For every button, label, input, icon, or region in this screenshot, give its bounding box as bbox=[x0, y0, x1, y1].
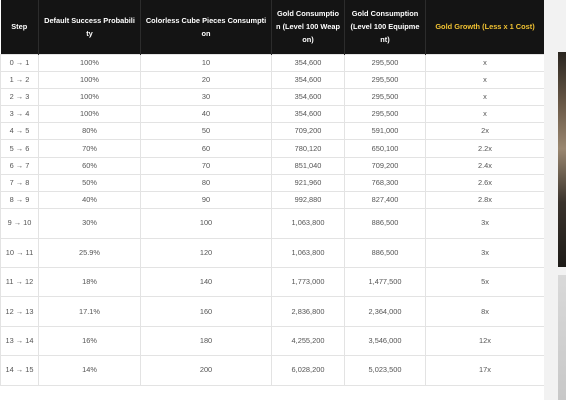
cell-step: 10 → 11 bbox=[1, 238, 39, 267]
cell-gold-equipment: 650,100 bbox=[345, 140, 426, 157]
cell-gold-weapon: 354,600 bbox=[272, 106, 345, 123]
cell-step: 1 → 2 bbox=[1, 71, 39, 88]
table-header bbox=[1, 0, 545, 54]
cell-step: 4 → 5 bbox=[1, 123, 39, 140]
cell-step: 8 → 9 bbox=[1, 192, 39, 209]
cell-step: 5 → 6 bbox=[1, 140, 39, 157]
cell-gold-weapon: 354,600 bbox=[272, 54, 345, 71]
cell-probability: 16% bbox=[39, 326, 141, 355]
cell-gold-equipment: 2,364,000 bbox=[345, 297, 426, 326]
table-row bbox=[1, 123, 545, 140]
header-gold-growth: Gold Growth (Less x 1 Cost) bbox=[426, 0, 545, 54]
table-row bbox=[1, 174, 545, 191]
table-row bbox=[1, 297, 545, 326]
cell-gold-growth: 12x bbox=[426, 326, 545, 355]
table-row bbox=[1, 88, 545, 105]
cell-probability: 30% bbox=[39, 209, 141, 238]
cell-gold-weapon: 1,063,800 bbox=[272, 209, 345, 238]
cell-gold-growth: 2.6x bbox=[426, 174, 545, 191]
cell-gold-equipment: 886,500 bbox=[345, 238, 426, 267]
cell-probability: 14% bbox=[39, 356, 141, 385]
cell-gold-growth: 5x bbox=[426, 267, 545, 296]
cell-gold-growth: 8x bbox=[426, 297, 545, 326]
table-row bbox=[1, 71, 545, 88]
cell-cube-pieces: 140 bbox=[141, 267, 272, 296]
cell-gold-equipment: 295,500 bbox=[345, 71, 426, 88]
cell-gold-equipment: 5,023,500 bbox=[345, 356, 426, 385]
cell-gold-equipment: 591,000 bbox=[345, 123, 426, 140]
cell-gold-growth: 3x bbox=[426, 209, 545, 238]
cell-step: 6 → 7 bbox=[1, 157, 39, 174]
table-row bbox=[1, 192, 545, 209]
table-row bbox=[1, 238, 545, 267]
cell-gold-equipment: 1,477,500 bbox=[345, 267, 426, 296]
cell-gold-weapon: 780,120 bbox=[272, 140, 345, 157]
cell-cube-pieces: 160 bbox=[141, 297, 272, 326]
cell-cube-pieces: 100 bbox=[141, 209, 272, 238]
cell-cube-pieces: 180 bbox=[141, 326, 272, 355]
cell-cube-pieces: 60 bbox=[141, 140, 272, 157]
cell-cube-pieces: 120 bbox=[141, 238, 272, 267]
cell-cube-pieces: 90 bbox=[141, 192, 272, 209]
side-panel-fragment bbox=[558, 275, 566, 400]
cell-gold-growth: x bbox=[426, 71, 545, 88]
header-step: Step bbox=[1, 0, 39, 54]
cell-gold-growth: 17x bbox=[426, 356, 545, 385]
cell-cube-pieces: 50 bbox=[141, 123, 272, 140]
cell-gold-weapon: 1,063,800 bbox=[272, 238, 345, 267]
cell-gold-growth: x bbox=[426, 106, 545, 123]
cell-gold-growth: 2.2x bbox=[426, 140, 545, 157]
table-row bbox=[1, 209, 545, 238]
cell-probability: 70% bbox=[39, 140, 141, 157]
cell-gold-equipment: 709,200 bbox=[345, 157, 426, 174]
cell-step: 14 → 15 bbox=[1, 356, 39, 385]
table-row bbox=[1, 267, 545, 296]
table-row bbox=[1, 106, 545, 123]
cell-gold-weapon: 354,600 bbox=[272, 71, 345, 88]
cell-step: 11 → 12 bbox=[1, 267, 39, 296]
cell-gold-growth: 3x bbox=[426, 238, 545, 267]
cell-gold-equipment: 886,500 bbox=[345, 209, 426, 238]
cell-step: 12 → 13 bbox=[1, 297, 39, 326]
cell-gold-equipment: 295,500 bbox=[345, 88, 426, 105]
cell-probability: 100% bbox=[39, 106, 141, 123]
cell-gold-equipment: 3,546,000 bbox=[345, 326, 426, 355]
header-gold-weapon: Gold Consumption (Level 100 Weapon) bbox=[272, 0, 345, 54]
cell-gold-weapon: 1,773,000 bbox=[272, 267, 345, 296]
cell-probability: 50% bbox=[39, 174, 141, 191]
cell-gold-equipment: 827,400 bbox=[345, 192, 426, 209]
side-image-fragment bbox=[558, 52, 566, 267]
cell-probability: 100% bbox=[39, 71, 141, 88]
cell-cube-pieces: 10 bbox=[141, 54, 272, 71]
cell-gold-weapon: 2,836,800 bbox=[272, 297, 345, 326]
cell-gold-weapon: 4,255,200 bbox=[272, 326, 345, 355]
table-row bbox=[1, 326, 545, 355]
cell-cube-pieces: 200 bbox=[141, 356, 272, 385]
cell-gold-weapon: 709,200 bbox=[272, 123, 345, 140]
cell-probability: 100% bbox=[39, 88, 141, 105]
cell-cube-pieces: 80 bbox=[141, 174, 272, 191]
table-row bbox=[1, 54, 545, 71]
cell-gold-growth: x bbox=[426, 54, 545, 71]
cell-probability: 18% bbox=[39, 267, 141, 296]
cell-gold-weapon: 921,960 bbox=[272, 174, 345, 191]
cell-step: 0 → 1 bbox=[1, 54, 39, 71]
cell-probability: 100% bbox=[39, 54, 141, 71]
cell-gold-weapon: 354,600 bbox=[272, 88, 345, 105]
cell-gold-equipment: 768,300 bbox=[345, 174, 426, 191]
cell-cube-pieces: 70 bbox=[141, 157, 272, 174]
cell-gold-growth: 2x bbox=[426, 123, 545, 140]
cell-gold-growth: x bbox=[426, 88, 545, 105]
cell-gold-weapon: 851,040 bbox=[272, 157, 345, 174]
cell-probability: 80% bbox=[39, 123, 141, 140]
header-success-probability: Default Success Probability bbox=[39, 0, 141, 54]
cell-gold-growth: 2.4x bbox=[426, 157, 545, 174]
cell-probability: 17.1% bbox=[39, 297, 141, 326]
header-gold-equipment: Gold Consumption (Level 100 Equipment) bbox=[345, 0, 426, 54]
cell-step: 13 → 14 bbox=[1, 326, 39, 355]
cell-cube-pieces: 20 bbox=[141, 71, 272, 88]
table-row bbox=[1, 356, 545, 385]
cell-probability: 60% bbox=[39, 157, 141, 174]
table-row bbox=[1, 157, 545, 174]
cell-probability: 25.9% bbox=[39, 238, 141, 267]
cell-gold-weapon: 992,880 bbox=[272, 192, 345, 209]
table-row bbox=[1, 140, 545, 157]
cell-step: 3 → 4 bbox=[1, 106, 39, 123]
cell-cube-pieces: 30 bbox=[141, 88, 272, 105]
table-body bbox=[1, 54, 545, 385]
header-row bbox=[1, 0, 545, 54]
cell-gold-growth: 2.8x bbox=[426, 192, 545, 209]
header-cube-pieces: Colorless Cube Pieces Consumption bbox=[141, 0, 272, 54]
cell-step: 9 → 10 bbox=[1, 209, 39, 238]
cell-gold-equipment: 295,500 bbox=[345, 106, 426, 123]
cell-step: 2 → 3 bbox=[1, 88, 39, 105]
cell-gold-weapon: 6,028,200 bbox=[272, 356, 345, 385]
cell-gold-equipment: 295,500 bbox=[345, 54, 426, 71]
cell-cube-pieces: 40 bbox=[141, 106, 272, 123]
cell-probability: 40% bbox=[39, 192, 141, 209]
cell-step: 7 → 8 bbox=[1, 174, 39, 191]
